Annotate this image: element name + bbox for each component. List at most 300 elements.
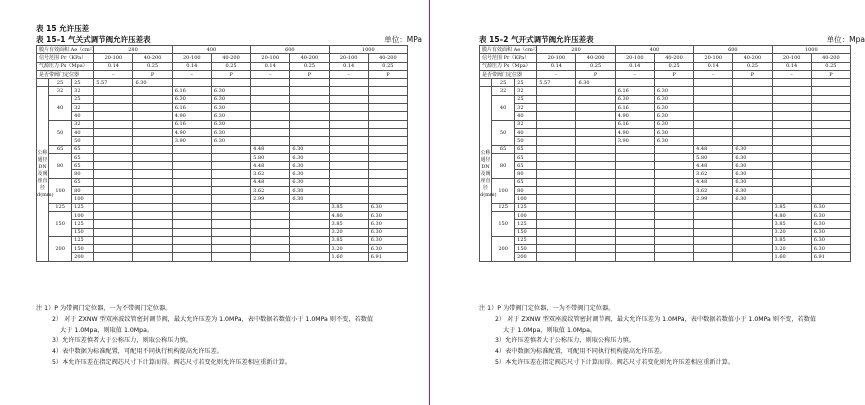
value-cell: 5.57: [537, 79, 576, 87]
value-cell: [537, 145, 576, 153]
value-cell: [368, 162, 407, 170]
seat-diameter-cell: 125: [515, 220, 537, 228]
value-cell: 6.16: [615, 120, 654, 128]
value-cell: [368, 120, 407, 128]
value-cell: [654, 153, 693, 161]
note-line: 4）表中数据为标准配置，可配用不同执行机构提高允许压差。: [52, 348, 223, 356]
dn-cell: 150: [49, 211, 72, 236]
value-cell: [172, 253, 211, 261]
value-cell: 6.16: [172, 87, 211, 95]
value-cell: [290, 228, 329, 236]
value-cell: [772, 112, 811, 120]
table-row: [480, 211, 851, 219]
value-cell: 6.30: [654, 120, 693, 128]
value-cell: 4.90: [615, 112, 654, 120]
value-cell: [251, 137, 290, 145]
value-cell: [576, 228, 615, 236]
value-cell: [172, 153, 211, 161]
value-cell: 6.30: [368, 203, 407, 211]
table-row: [480, 145, 851, 153]
signal-cell: 20-100: [94, 54, 133, 62]
value-cell: [368, 128, 407, 136]
table-row: [37, 112, 408, 120]
value-cell: [329, 104, 368, 112]
table-title: 表 15–2 气开式调节阀允许压差表: [479, 35, 594, 44]
value-cell: [94, 203, 133, 211]
seat-diameter-cell: 40: [72, 112, 94, 120]
value-cell: [329, 120, 368, 128]
value-cell: [694, 79, 733, 87]
value-cell: [172, 211, 211, 219]
value-cell: [329, 153, 368, 161]
value-cell: 6.30: [811, 220, 850, 228]
value-cell: [811, 145, 850, 153]
unit-label: 单位：Mpa: [826, 35, 865, 44]
value-cell: [576, 87, 615, 95]
notes: [36, 304, 408, 369]
value-cell: [654, 211, 693, 219]
dn-cell: 32: [492, 87, 515, 95]
value-cell: [329, 162, 368, 170]
table-row: [37, 95, 408, 103]
area-group-header: 280: [537, 46, 615, 54]
table-row: [480, 137, 851, 145]
value-cell: [654, 253, 693, 261]
value-cell: [172, 79, 211, 87]
table-row: [37, 162, 408, 170]
value-cell: [576, 120, 615, 128]
value-cell: [615, 236, 654, 244]
value-cell: [537, 187, 576, 195]
value-cell: [654, 79, 693, 87]
value-cell: [368, 112, 407, 120]
table-row: [480, 178, 851, 186]
seat-diameter-cell: 65: [515, 153, 537, 161]
note-line: 5）本允许压差在指定阀芯尺寸下计算而得。阀芯尺寸若变化则允许压差相应重新计算。: [52, 358, 292, 366]
value-cell: [733, 236, 772, 244]
value-cell: [772, 120, 811, 128]
value-cell: 6.30: [211, 128, 250, 136]
seat-diameter-cell: 125: [72, 220, 94, 228]
table-row: [37, 187, 408, 195]
value-cell: [329, 145, 368, 153]
table-row: [37, 128, 408, 136]
value-cell: [290, 211, 329, 219]
value-cell: 3.20: [772, 228, 811, 236]
value-cell: 3.62: [694, 187, 733, 195]
note-line: 注 1）P 为带阀门定位器，一为不带阀门定位器。: [36, 305, 172, 312]
value-cell: [733, 104, 772, 112]
right-page: [465, 0, 865, 405]
value-cell: 4.48: [694, 145, 733, 153]
value-cell: 4.48: [251, 162, 290, 170]
value-cell: 5.57: [94, 79, 133, 87]
value-cell: [211, 178, 250, 186]
pressure-table: [36, 45, 408, 262]
value-cell: [694, 112, 733, 120]
value-cell: [211, 203, 250, 211]
value-cell: 6.30: [290, 145, 329, 153]
value-cell: 6.30: [368, 211, 407, 219]
value-cell: [537, 128, 576, 136]
dn-cell: 65: [492, 145, 515, 153]
positioner-cell: P: [733, 70, 772, 78]
value-cell: [694, 203, 733, 211]
value-cell: [290, 112, 329, 120]
value-cell: [694, 137, 733, 145]
value-cell: [329, 195, 368, 203]
value-cell: [211, 79, 250, 87]
value-cell: [133, 187, 172, 195]
value-cell: [133, 211, 172, 219]
table-row: [37, 87, 408, 95]
table-row: [37, 245, 408, 253]
table-row: [37, 236, 408, 244]
value-cell: 6.30: [368, 245, 407, 253]
value-cell: 6.30: [211, 95, 250, 103]
signal-cell: 20-100: [251, 54, 290, 62]
seat-diameter-cell: 32: [515, 104, 537, 112]
value-cell: 1.60: [329, 253, 368, 261]
value-cell: [576, 203, 615, 211]
value-cell: 3.90: [172, 137, 211, 145]
seat-diameter-cell: 65: [515, 145, 537, 153]
value-cell: 6.30: [654, 95, 693, 103]
value-cell: [94, 195, 133, 203]
area-group-header: 280: [94, 46, 172, 54]
table-row: [37, 220, 408, 228]
value-cell: [251, 220, 290, 228]
value-cell: [537, 228, 576, 236]
value-cell: [368, 170, 407, 178]
value-cell: [576, 236, 615, 244]
row-label-area: 膜片有效面积 Ae（cm²）: [480, 46, 537, 54]
value-cell: [172, 220, 211, 228]
value-cell: [290, 120, 329, 128]
area-group-header: 600: [251, 46, 329, 54]
dn-cell: 125: [492, 203, 515, 211]
value-cell: [94, 253, 133, 261]
value-cell: [772, 178, 811, 186]
value-cell: [654, 187, 693, 195]
value-cell: 6.30: [211, 137, 250, 145]
table-row: [480, 187, 851, 195]
value-cell: [211, 145, 250, 153]
value-cell: [733, 79, 772, 87]
value-cell: [290, 236, 329, 244]
value-cell: [172, 245, 211, 253]
table-row: [37, 211, 408, 219]
value-cell: [733, 253, 772, 261]
value-cell: [211, 228, 250, 236]
positioner-cell: P: [368, 70, 407, 78]
value-cell: [576, 211, 615, 219]
dn-cell: 40: [492, 95, 515, 120]
value-cell: 6.30: [211, 104, 250, 112]
value-cell: 6.30: [811, 203, 850, 211]
value-cell: [133, 245, 172, 253]
left-page: [22, 0, 422, 405]
value-cell: [772, 153, 811, 161]
signal-cell: 20-100: [694, 54, 733, 62]
value-cell: [733, 220, 772, 228]
value-cell: 6.30: [811, 228, 850, 236]
table-row: [37, 145, 408, 153]
value-cell: [329, 137, 368, 145]
value-cell: [172, 203, 211, 211]
row-label-positioner: 是否带阀门定位器: [37, 70, 94, 78]
seat-diameter-cell: 100: [515, 195, 537, 203]
seat-diameter-cell: 65: [72, 153, 94, 161]
value-cell: [694, 87, 733, 95]
dn-cell: 125: [49, 203, 72, 211]
value-cell: [537, 203, 576, 211]
value-cell: [576, 195, 615, 203]
value-cell: [537, 104, 576, 112]
table-title: 表 15–1 气关式调节阀允许压差表: [36, 35, 151, 44]
value-cell: [290, 253, 329, 261]
seat-diameter-cell: 32: [72, 120, 94, 128]
value-cell: 3.20: [329, 245, 368, 253]
header-row-area: [480, 46, 851, 54]
table-row: [480, 203, 851, 211]
value-cell: [772, 195, 811, 203]
seat-diameter-cell: 100: [72, 195, 94, 203]
value-cell: [694, 128, 733, 136]
value-cell: [615, 153, 654, 161]
value-cell: 6.30: [615, 95, 654, 103]
value-cell: [576, 145, 615, 153]
value-cell: [654, 228, 693, 236]
value-cell: [576, 178, 615, 186]
dn-cell: 100: [49, 178, 72, 203]
value-cell: 6.30: [811, 236, 850, 244]
seat-diameter-cell: 25: [515, 79, 537, 87]
value-cell: [694, 253, 733, 261]
table-row: [480, 253, 851, 261]
note-line: 注 1）P 为带阀门定位器，一为不带阀门定位器。: [479, 305, 615, 312]
signal-cell: 40-200: [211, 54, 250, 62]
value-cell: [615, 253, 654, 261]
value-cell: [94, 120, 133, 128]
value-cell: [537, 245, 576, 253]
value-cell: [368, 79, 407, 87]
value-cell: 6.30: [290, 187, 329, 195]
value-cell: [368, 178, 407, 186]
value-cell: 6.30: [368, 228, 407, 236]
value-cell: [654, 245, 693, 253]
value-cell: 4.90: [615, 128, 654, 136]
value-cell: [811, 137, 850, 145]
seat-diameter-cell: 65: [72, 162, 94, 170]
value-cell: [811, 153, 850, 161]
area-group-header: 600: [694, 46, 772, 54]
value-cell: [368, 95, 407, 103]
value-cell: [251, 120, 290, 128]
value-cell: [94, 236, 133, 244]
value-cell: 6.30: [733, 170, 772, 178]
value-cell: [654, 220, 693, 228]
positioner-cell: P: [133, 70, 172, 78]
value-cell: [772, 79, 811, 87]
value-cell: [290, 95, 329, 103]
table-row: [480, 245, 851, 253]
supply-cell: 0.14: [694, 62, 733, 70]
value-cell: [811, 170, 850, 178]
value-cell: [172, 162, 211, 170]
value-cell: [172, 145, 211, 153]
value-cell: [615, 228, 654, 236]
value-cell: [811, 112, 850, 120]
value-cell: [811, 187, 850, 195]
value-cell: [251, 253, 290, 261]
value-cell: [537, 195, 576, 203]
value-cell: [133, 195, 172, 203]
dn-cell: 50: [49, 120, 72, 145]
value-cell: [654, 170, 693, 178]
value-cell: [290, 79, 329, 87]
value-cell: [211, 170, 250, 178]
value-cell: [94, 137, 133, 145]
seat-diameter-cell: 32: [72, 104, 94, 112]
value-cell: 6.30: [733, 195, 772, 203]
value-cell: [576, 137, 615, 145]
table-row: [480, 195, 851, 203]
value-cell: [290, 87, 329, 95]
side-blank: [480, 79, 492, 87]
value-cell: [615, 245, 654, 253]
unit-label: 单位：MPa: [384, 35, 422, 44]
value-cell: [654, 195, 693, 203]
value-cell: 4.48: [694, 178, 733, 186]
seat-diameter-cell: 32: [515, 87, 537, 95]
value-cell: [94, 87, 133, 95]
value-cell: [694, 120, 733, 128]
value-cell: [615, 203, 654, 211]
supply-cell: 0.14: [537, 62, 576, 70]
value-cell: [133, 228, 172, 236]
dn-cell: 25: [49, 79, 72, 87]
seat-diameter-cell: 150: [515, 245, 537, 253]
value-cell: [537, 120, 576, 128]
dn-cell: 200: [492, 236, 515, 261]
value-cell: [133, 153, 172, 161]
value-cell: [290, 220, 329, 228]
value-cell: [211, 211, 250, 219]
value-cell: [733, 112, 772, 120]
note-line: 5）本允许压差在指定阀芯尺寸下计算而得。阀芯尺寸若变化则允许压差相应重新计算。: [495, 358, 735, 366]
signal-cell: 40-200: [290, 54, 329, 62]
value-cell: [329, 128, 368, 136]
dn-cell: 80: [49, 153, 72, 178]
value-cell: 3.62: [251, 187, 290, 195]
table-row: [480, 153, 851, 161]
value-cell: [772, 162, 811, 170]
value-cell: [772, 104, 811, 112]
value-cell: 6.30: [172, 95, 211, 103]
supply-cell: 0.25: [368, 62, 407, 70]
side-label: 公称通径DN及阀座直径d(mm): [37, 87, 49, 261]
seat-diameter-cell: 125: [72, 203, 94, 211]
area-group-header: 400: [172, 46, 250, 54]
value-cell: [211, 245, 250, 253]
value-cell: [615, 170, 654, 178]
value-cell: 6.30: [811, 245, 850, 253]
value-cell: [368, 104, 407, 112]
value-cell: [576, 153, 615, 161]
value-cell: 6.30: [211, 120, 250, 128]
row-label-supply: 气源压力 Ps（Mpa）: [480, 62, 537, 70]
area-group-header: 400: [615, 46, 693, 54]
value-cell: 4.48: [694, 162, 733, 170]
value-cell: [329, 95, 368, 103]
table-row: [480, 170, 851, 178]
area-group-header: 1000: [772, 46, 850, 54]
note-line: 大于 1.0Mpa，则取值 1.0Mpa。: [503, 326, 597, 334]
value-cell: 3.20: [772, 245, 811, 253]
value-cell: 6.30: [368, 220, 407, 228]
value-cell: [772, 170, 811, 178]
dn-cell: 32: [49, 87, 72, 95]
value-cell: 4.90: [172, 112, 211, 120]
table-row: [480, 104, 851, 112]
value-cell: [251, 79, 290, 87]
value-cell: [172, 170, 211, 178]
value-cell: [172, 187, 211, 195]
value-cell: 6.16: [172, 120, 211, 128]
note-line: 2） 对于 ZXNW 型双座波纹管密封调节阀，最大允许压差为 1.0MPa，表中数据若数值小于 1.0MPa 则不变，若数值: [52, 315, 374, 323]
positioner-cell: –: [172, 70, 211, 78]
value-cell: [733, 87, 772, 95]
value-cell: [133, 137, 172, 145]
table-row: [480, 220, 851, 228]
section-title: 表 15 允许压差: [36, 24, 90, 33]
value-cell: [329, 87, 368, 95]
value-cell: [811, 195, 850, 203]
value-cell: 6.30: [211, 112, 250, 120]
positioner-cell: P: [290, 70, 329, 78]
row-label-signal: 信号范围 Pr（KPa）: [37, 54, 94, 62]
seat-diameter-cell: 40: [515, 112, 537, 120]
value-cell: [733, 211, 772, 219]
value-cell: [615, 211, 654, 219]
value-cell: [133, 112, 172, 120]
positioner-cell: –: [615, 70, 654, 78]
value-cell: 6.30: [290, 195, 329, 203]
value-cell: [133, 145, 172, 153]
supply-cell: 0.25: [290, 62, 329, 70]
dn-cell: 65: [49, 145, 72, 153]
value-cell: [133, 170, 172, 178]
value-cell: [733, 137, 772, 145]
value-cell: [290, 104, 329, 112]
value-cell: [772, 87, 811, 95]
signal-cell: 20-100: [329, 54, 368, 62]
value-cell: [733, 203, 772, 211]
value-cell: [368, 145, 407, 153]
side-label: 公称通径DN及阀座直径d(mm): [480, 87, 492, 261]
table-row: [480, 79, 851, 87]
value-cell: [329, 112, 368, 120]
note-line: 3）允许压差慎者大于公称压力，则取公称压力慎。: [52, 337, 193, 345]
row-label-supply: 气源压力 Ps（Mpa）: [37, 62, 94, 70]
value-cell: [537, 137, 576, 145]
value-cell: [615, 145, 654, 153]
value-cell: 3.20: [329, 228, 368, 236]
page-divider: [429, 0, 430, 405]
value-cell: [133, 87, 172, 95]
value-cell: [576, 170, 615, 178]
